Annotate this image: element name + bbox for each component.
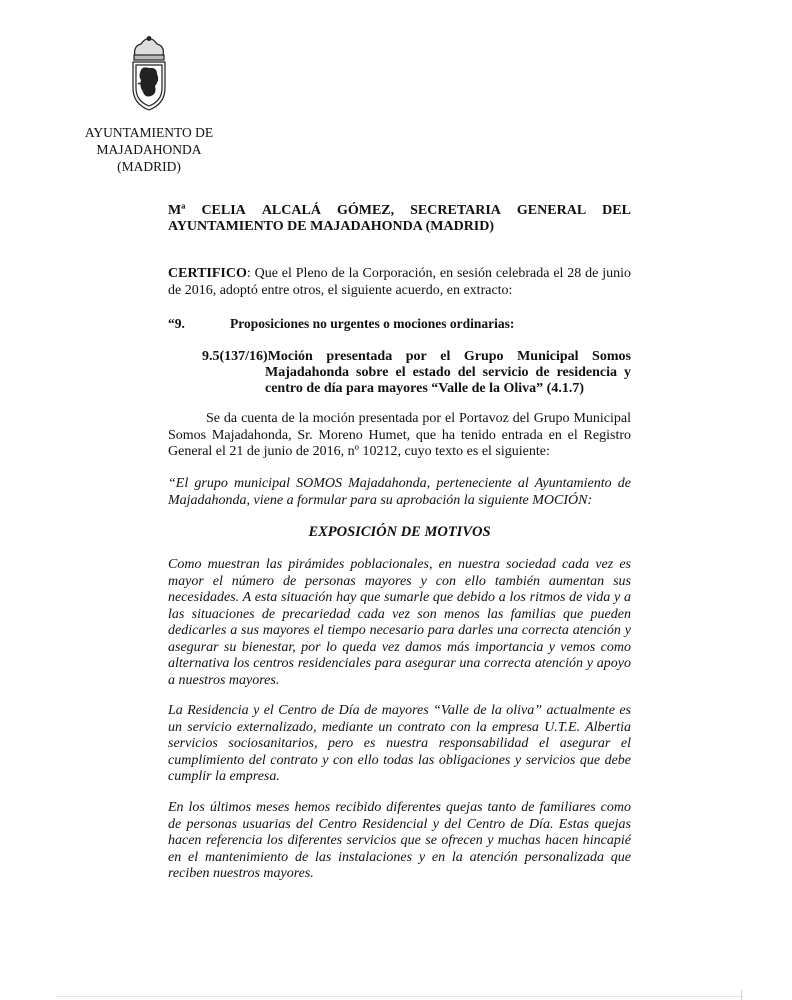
certifico-label: CERTIFICO xyxy=(168,266,247,281)
secretary-heading xyxy=(168,203,631,235)
motion-title-line-1 xyxy=(202,349,631,365)
motion-word: presentada xyxy=(326,349,393,364)
page-edge-line xyxy=(741,990,742,1000)
motion-word: el xyxy=(440,349,451,364)
agenda-item-title: Proposiciones no urgentes o mociones ordinarias: xyxy=(230,316,515,331)
org-line-1: AYUNTAMIENTO DE xyxy=(84,125,214,140)
heading-word: GENERAL xyxy=(516,203,587,218)
cuenta-paragraph: Se da cuenta de la moción presentada por el Portavoz del Grupo Municipal Somos Majadahonda, Sr. Moreno Humet, que ha tenido entrada en el Registro General el 21 de junio de 2016, nº 10212, cuyo texto es el siguiente: xyxy=(168,411,631,459)
heading-word: GÓMEZ, xyxy=(336,203,395,218)
heading-word: SECRETARIA xyxy=(410,203,501,218)
heading-word: Mª xyxy=(168,203,186,218)
org-line-3: (MADRID) xyxy=(117,159,181,174)
motion-word: Grupo xyxy=(463,349,504,364)
page-bottom-line xyxy=(55,996,743,997)
certifico-paragraph xyxy=(168,266,631,299)
agenda-item xyxy=(168,316,514,332)
intro-paragraph: “El grupo municipal SOMOS Majadahonda, perteneciente al Ayuntamiento de Majadahonda, viene a formular para su aprobación la siguiente MOCIÓN: xyxy=(168,476,631,508)
exposicion-title: EXPOSICIÓN DE MOTIVOS xyxy=(308,524,491,540)
motivo-paragraph-3: En los últimos meses hemos recibido diferentes quejas tanto de familiares como de personas usuarias del Centro Residencial y del Centro de Día. Estas quejas hacen referencia los diferentes servicios que se ofrecen y muchas hacen hincapié en el mantenimiento de las instalaciones y en la atención personalizada que reciben nuestros mayores. xyxy=(168,800,631,881)
motivo-paragraph-2: La Residencia y el Centro de Día de mayores “Valle de la oliva” actualmente es un servicio externalizado, mediante un contrato con la empresa U.T.E. Albertia servicios sociosanitarios, pero es nuestra responsabilidad el asegurar el cumplimiento del contrato y con ello todas las obligaciones y servicios que debe cumplir la empresa. xyxy=(168,703,631,784)
motion-word: Municipal xyxy=(517,349,579,364)
heading-line-1 xyxy=(168,203,631,219)
heading-line-2: AYUNTAMIENTO DE MAJADAHONDA (MADRID) xyxy=(168,219,495,234)
motion-title xyxy=(202,349,631,397)
agenda-item-number: “9. xyxy=(168,316,185,331)
motion-title-rest: Majadahonda sobre el estado del servicio de residencia y centro de día para mayores “Valle de la Oliva” (4.1.7) xyxy=(265,365,631,396)
motion-title-words xyxy=(268,349,631,365)
motivo-paragraph-1: Como muestran las pirámides poblacionales, en nuestra sociedad cada vez es mayor el número de personas mayores y con ello también aumentan sus necesidades. A esta situación hay que sumarle que debido a los ritmos de vida y a las situaciones de precariedad cada vez son menos las familias que pueden dedicarles a sus mayores el tiempo necesario para darles una correcta atención y asegurar su bienestar, por lo queda vez damos más importancia y vemos como alternativa los centros residenciales para asegurar una correcta atención y apoyo a nuestros mayores. xyxy=(168,557,631,688)
org-line-2: MAJADAHONDA xyxy=(96,142,202,157)
heading-word: ALCALÁ xyxy=(261,203,321,218)
motion-word: Moción xyxy=(267,349,313,364)
motion-word: por xyxy=(405,349,427,364)
certifico-text: : Que el Pleno de la Corporación, en sesión celebrada el 28 de junio de 2016, adoptó entre otros, el siguiente acuerdo, en extracto: xyxy=(168,266,631,298)
motion-word: Somos xyxy=(592,349,631,364)
organization-name xyxy=(60,124,238,175)
heading-word: CELIA xyxy=(201,203,246,218)
motion-code: 9.5(137/16) xyxy=(202,349,268,364)
coat-of-arms-logo xyxy=(127,36,171,112)
heading-word: DEL xyxy=(602,203,631,218)
